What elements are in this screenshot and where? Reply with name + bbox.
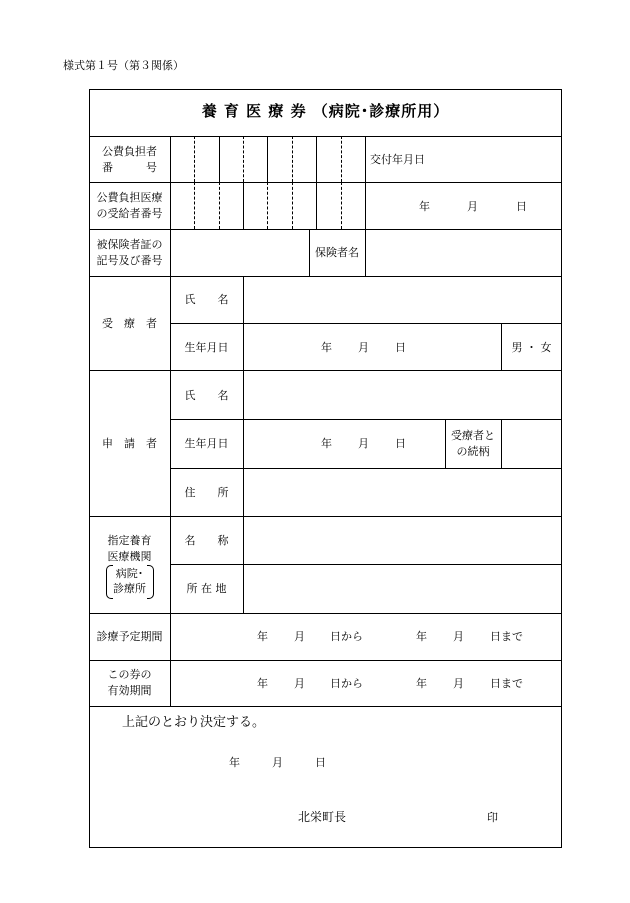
digit-divider (243, 136, 244, 182)
recipient-number-label: 公費負担医療 (96, 191, 163, 204)
institution-type: 病院･ (115, 567, 144, 580)
institution-location-label: 所 在 地 (186, 582, 227, 595)
public-payer-label: 公費負担者 (102, 145, 157, 158)
digit-divider (341, 136, 342, 182)
period-year: 年 (416, 630, 427, 643)
applicant-dob-year: 年 (321, 437, 332, 450)
applicant-dob-label: 生年月日 (184, 437, 229, 450)
digit-divider (194, 136, 195, 182)
public-payer-label: 番 号 (102, 161, 157, 174)
period-year: 年 (257, 630, 268, 643)
digit-divider (267, 182, 268, 229)
period-month: 月 (294, 630, 305, 643)
rule-applicant-1 (170, 419, 562, 420)
institution-name-label: 名 称 (184, 534, 229, 547)
patient-sex: 男 ・ 女 (511, 341, 552, 354)
relation-label: 受療者と (451, 429, 495, 442)
digit-divider (316, 182, 317, 229)
institution-label: 医療機関 (107, 550, 152, 563)
digit-divider (292, 182, 293, 229)
rule-period-1 (89, 660, 562, 661)
rule-patient-end (89, 370, 562, 371)
institution-type: 診療所 (113, 582, 146, 595)
form-title: 養 育 医 療 券 （病院･診療所用） (201, 102, 450, 120)
treatment-period-label: 診療予定期間 (96, 630, 163, 643)
applicant-section-label: 申 請 者 (102, 437, 157, 450)
rule-patient-mid (170, 323, 562, 324)
validity-period-label: この券の (107, 668, 152, 681)
digit-divider (292, 136, 293, 182)
period-to: 日まで (490, 630, 523, 643)
issue-date-label: 交付年月日 (370, 153, 425, 166)
relation-divider (501, 419, 502, 468)
digit-divider (194, 182, 195, 229)
period-year: 年 (257, 677, 268, 690)
patient-dob-day: 日 (395, 341, 406, 354)
insurance-card-label: 被保険者証の (96, 238, 163, 251)
digit-divider (365, 136, 366, 229)
applicant-address-label: 住 所 (184, 486, 229, 499)
applicant-dob-month: 月 (358, 437, 369, 450)
decision-year: 年 (229, 756, 240, 769)
applicant-name-label: 氏 名 (184, 389, 229, 402)
patient-name-label: 氏 名 (184, 293, 229, 306)
insurance-card-label: 記号及び番号 (96, 254, 163, 267)
seal-mark: 印 (487, 811, 498, 824)
decision-month: 月 (272, 756, 283, 769)
digit-divider (219, 136, 220, 182)
rule-institution-end (89, 613, 562, 614)
insurer-name-label: 保険者名 (315, 246, 359, 259)
mayor-title: 北栄町長 (298, 810, 347, 824)
period-month: 月 (294, 677, 305, 690)
rule-row3 (89, 276, 562, 277)
rule-row2 (89, 229, 562, 230)
rule-period-2 (89, 706, 562, 707)
rule-applicant-2 (170, 468, 562, 469)
rule-row1 (89, 182, 562, 183)
issue-date-day: 日 (516, 200, 527, 213)
insurer-divider (365, 229, 366, 276)
recipient-number-label: の受給者番号 (96, 207, 163, 220)
digit-divider (219, 182, 220, 229)
period-to: 日まで (490, 677, 523, 690)
form-number: 様式第１号（第３関係） (63, 59, 184, 72)
relation-divider (445, 419, 446, 468)
issue-date-year: 年 (419, 200, 430, 213)
sublabel-column-divider (243, 276, 244, 613)
period-month: 月 (453, 630, 464, 643)
period-year: 年 (416, 677, 427, 690)
period-from: 日から (330, 630, 363, 643)
digit-divider (243, 182, 244, 229)
patient-dob-label: 生年月日 (184, 341, 229, 354)
digit-divider (341, 182, 342, 229)
issue-date-month: 月 (467, 200, 478, 213)
patient-section-label: 受 療 者 (102, 317, 157, 330)
digit-divider (316, 136, 317, 182)
validity-period-label: 有効期間 (107, 684, 152, 697)
institution-label: 指定養育 (107, 534, 152, 547)
period-from: 日から (330, 677, 363, 690)
relation-label: の続柄 (456, 445, 490, 458)
rule-institution-mid (170, 564, 562, 565)
period-month: 月 (453, 677, 464, 690)
applicant-dob-day: 日 (395, 437, 406, 450)
decision-text: 上記のとおり決定する。 (122, 715, 266, 730)
decision-day: 日 (315, 756, 326, 769)
patient-dob-month: 月 (358, 341, 369, 354)
patient-dob-year: 年 (321, 341, 332, 354)
digit-divider (267, 136, 268, 182)
rule-applicant-end (89, 516, 562, 517)
label-column-divider (170, 136, 171, 706)
rule-title (89, 136, 562, 137)
